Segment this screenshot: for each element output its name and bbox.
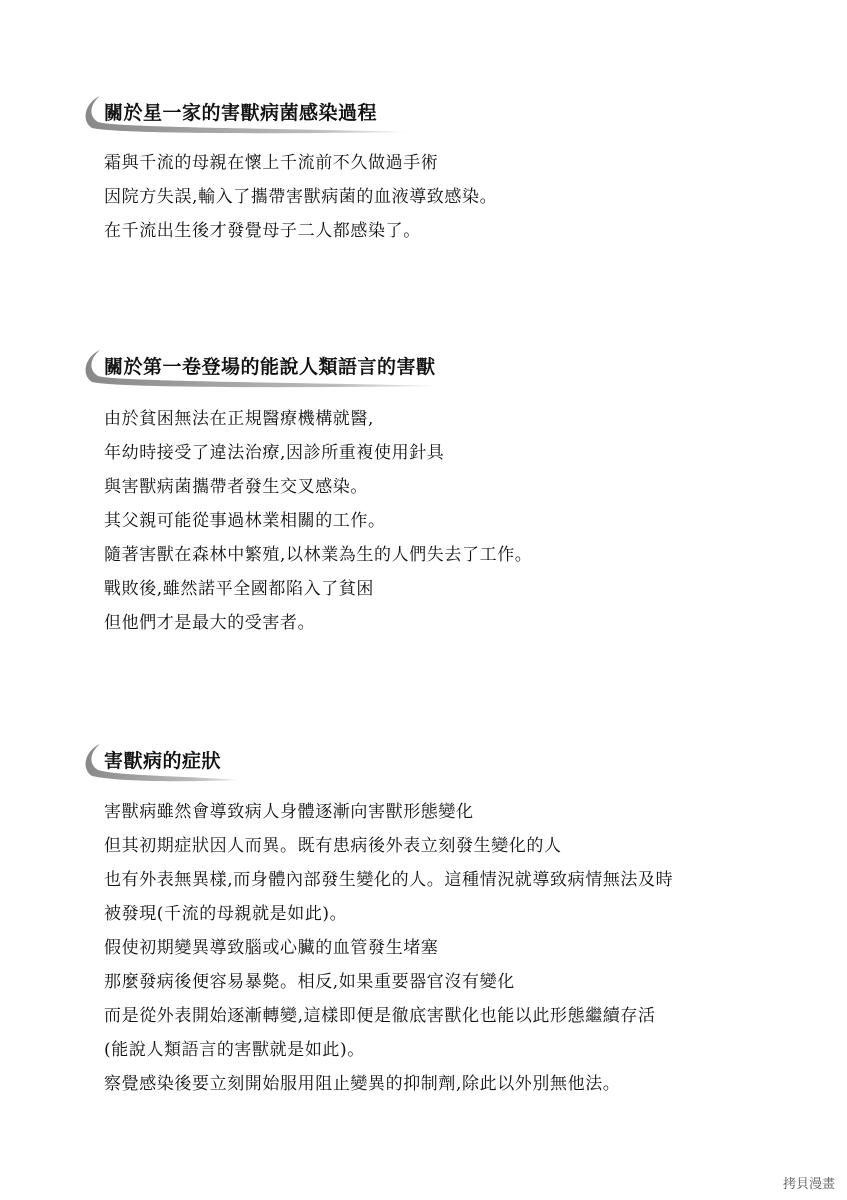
body-line: 因院方失誤,輸入了攜帶害獸病菌的血液導致感染。	[104, 187, 498, 207]
body-line: 那麼發病後便容易暴斃。相反,如果重要器官沒有變化	[104, 972, 515, 992]
section-heading	[78, 346, 448, 390]
body-line: 但其初期症狀因人而異。既有患病後外表立刻發生變化的人	[104, 836, 562, 856]
section-heading	[78, 92, 418, 136]
body-line: 其父親可能從事過林業相關的工作。	[104, 511, 386, 531]
body-line: 假使初期變異導致腦或心臟的血管發生堵塞	[104, 938, 439, 958]
body-line: 由於貧困無法在正規醫療機構就醫,	[104, 409, 375, 429]
section-body	[104, 795, 673, 1101]
section-heading-text: 關於星一家的害獸病菌感染過程	[104, 102, 378, 124]
body-line: 被發現(千流的母親就是如此)。	[104, 904, 348, 924]
body-line: 察覺感染後要立刻開始服用阻止變異的抑制劑,除此以外別無他法。	[104, 1074, 621, 1094]
section-body	[104, 146, 497, 248]
body-line: 也有外表無異樣,而身體內部發生變化的人。這種情況就導致病情無法及時	[104, 870, 674, 890]
body-line: 與害獸病菌攜帶者發生交叉感染。	[104, 477, 368, 497]
body-line: 在千流出生後才發覺母子二人都感染了。	[104, 221, 421, 241]
body-line: 戰敗後,雖然諾平全國都陷入了貧困	[104, 579, 375, 599]
section-heading	[78, 740, 248, 784]
body-line: 害獸病雖然會導致病人身體逐漸向害獸形態變化	[104, 802, 474, 822]
body-line: 但他們才是最大的受害者。	[104, 613, 316, 633]
body-line: (能說人類語言的害獸就是如此)。	[104, 1040, 365, 1060]
body-line: 年幼時接受了違法治療,因診所重複使用針具	[104, 443, 445, 463]
section-heading-text: 關於第一卷登場的能說人類語言的害獸	[104, 356, 436, 378]
section-body	[104, 402, 532, 640]
section-heading-text: 害獸病的症狀	[104, 750, 222, 772]
body-line: 隨著害獸在森林中繁殖,以林業為生的人們失去了工作。	[104, 545, 533, 565]
watermark: 拷貝漫畫	[782, 1177, 835, 1192]
body-line: 而是從外表開始逐漸轉變,這樣即便是徹底害獸化也能以此形態繼續存活	[104, 1006, 656, 1026]
body-line: 霜與千流的母親在懷上千流前不久做過手術	[104, 153, 439, 173]
